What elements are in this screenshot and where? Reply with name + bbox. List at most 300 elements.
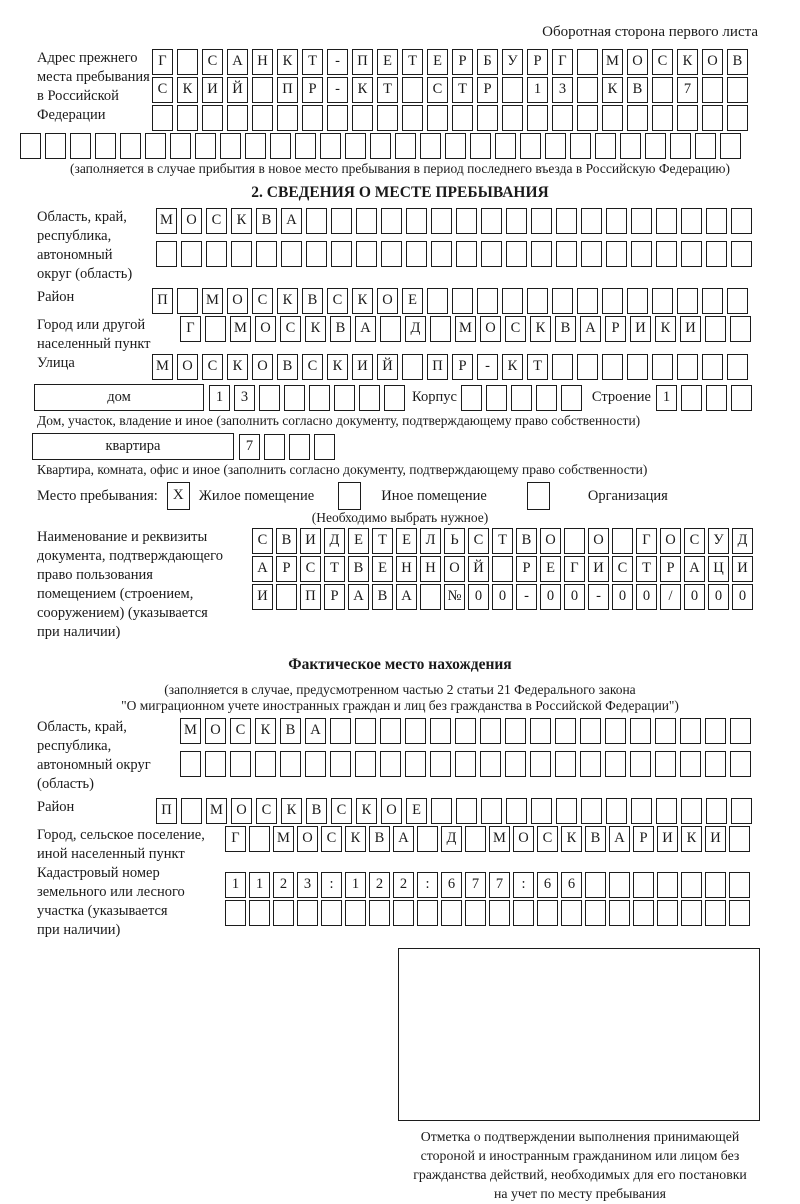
char-cell[interactable] — [330, 718, 351, 744]
char-cell[interactable]: А — [252, 556, 273, 582]
char-cell[interactable]: 2 — [273, 872, 294, 898]
char-cell[interactable]: С — [321, 826, 342, 852]
char-cell[interactable] — [681, 208, 702, 234]
char-cell[interactable] — [455, 718, 476, 744]
char-cell[interactable]: 7 — [489, 872, 510, 898]
char-cell[interactable]: О — [627, 49, 648, 75]
char-cell[interactable]: О — [480, 316, 501, 342]
char-cell[interactable] — [677, 105, 698, 131]
char-cell[interactable] — [405, 751, 426, 777]
char-cell[interactable] — [420, 133, 441, 159]
char-cell[interactable]: В — [330, 316, 351, 342]
char-cell[interactable]: К — [602, 77, 623, 103]
char-cell[interactable]: А — [305, 718, 326, 744]
char-cell[interactable]: С — [327, 288, 348, 314]
char-cell[interactable] — [630, 718, 651, 744]
premises-checkbox-residential[interactable]: X — [167, 482, 190, 510]
char-cell[interactable] — [170, 133, 191, 159]
char-cell[interactable] — [231, 241, 252, 267]
char-cell[interactable]: М — [206, 798, 227, 824]
char-cell[interactable]: Д — [441, 826, 462, 852]
char-cell[interactable] — [706, 241, 727, 267]
char-cell[interactable] — [455, 751, 476, 777]
char-cell[interactable]: - — [327, 77, 348, 103]
char-cell[interactable] — [656, 241, 677, 267]
char-cell[interactable]: Т — [492, 528, 513, 554]
char-cell[interactable] — [705, 872, 726, 898]
char-cell[interactable]: 0 — [540, 584, 561, 610]
char-cell[interactable] — [552, 354, 573, 380]
char-cell[interactable] — [605, 751, 626, 777]
char-cell[interactable] — [331, 208, 352, 234]
char-cell[interactable]: И — [300, 528, 321, 554]
char-cell[interactable] — [581, 798, 602, 824]
char-cell[interactable] — [393, 900, 414, 926]
char-cell[interactable] — [564, 528, 585, 554]
char-cell[interactable]: О — [181, 208, 202, 234]
char-cell[interactable]: К — [231, 208, 252, 234]
char-cell[interactable]: П — [300, 584, 321, 610]
char-cell[interactable] — [477, 105, 498, 131]
char-cell[interactable]: П — [152, 288, 173, 314]
char-cell[interactable]: 2 — [369, 872, 390, 898]
char-cell[interactable] — [731, 798, 752, 824]
char-cell[interactable]: 7 — [239, 434, 260, 460]
char-cell[interactable]: П — [427, 354, 448, 380]
char-cell[interactable] — [570, 133, 591, 159]
char-cell[interactable] — [561, 385, 582, 411]
char-cell[interactable] — [384, 385, 405, 411]
char-cell[interactable] — [249, 900, 270, 926]
char-cell[interactable] — [577, 77, 598, 103]
char-cell[interactable] — [314, 434, 335, 460]
char-cell[interactable]: О — [177, 354, 198, 380]
char-cell[interactable]: С — [206, 208, 227, 234]
char-cell[interactable]: Г — [180, 316, 201, 342]
char-cell[interactable]: - — [588, 584, 609, 610]
char-cell[interactable]: О — [231, 798, 252, 824]
char-cell[interactable] — [259, 385, 280, 411]
char-cell[interactable] — [306, 241, 327, 267]
char-cell[interactable]: Р — [605, 316, 626, 342]
char-cell[interactable]: М — [455, 316, 476, 342]
char-cell[interactable]: 1 — [225, 872, 246, 898]
char-cell[interactable] — [456, 208, 477, 234]
char-cell[interactable] — [677, 354, 698, 380]
char-cell[interactable] — [681, 900, 702, 926]
char-cell[interactable] — [377, 105, 398, 131]
char-cell[interactable] — [402, 105, 423, 131]
char-cell[interactable] — [256, 241, 277, 267]
char-cell[interactable]: 7 — [465, 872, 486, 898]
char-cell[interactable]: К — [681, 826, 702, 852]
char-cell[interactable]: В — [348, 556, 369, 582]
char-cell[interactable] — [609, 872, 630, 898]
char-cell[interactable] — [506, 241, 527, 267]
char-cell[interactable]: Р — [660, 556, 681, 582]
char-cell[interactable] — [177, 105, 198, 131]
char-cell[interactable] — [480, 751, 501, 777]
char-cell[interactable] — [631, 798, 652, 824]
char-cell[interactable]: Р — [302, 77, 323, 103]
char-cell[interactable] — [156, 241, 177, 267]
char-cell[interactable]: Т — [527, 354, 548, 380]
char-cell[interactable]: 1 — [249, 872, 270, 898]
char-cell[interactable] — [355, 751, 376, 777]
char-cell[interactable]: - — [516, 584, 537, 610]
char-cell[interactable]: Д — [405, 316, 426, 342]
char-cell[interactable] — [680, 718, 701, 744]
char-cell[interactable]: Л — [420, 528, 441, 554]
char-cell[interactable] — [612, 528, 633, 554]
char-cell[interactable] — [402, 354, 423, 380]
char-cell[interactable] — [356, 208, 377, 234]
char-cell[interactable] — [531, 241, 552, 267]
char-cell[interactable] — [657, 872, 678, 898]
char-cell[interactable] — [681, 798, 702, 824]
char-cell[interactable]: 3 — [297, 872, 318, 898]
char-cell[interactable]: Н — [396, 556, 417, 582]
char-cell[interactable]: И — [352, 354, 373, 380]
char-cell[interactable]: 0 — [732, 584, 753, 610]
char-cell[interactable]: И — [588, 556, 609, 582]
char-cell[interactable]: О — [588, 528, 609, 554]
char-cell[interactable]: Е — [377, 49, 398, 75]
char-cell[interactable] — [706, 385, 727, 411]
char-cell[interactable] — [731, 241, 752, 267]
char-cell[interactable]: О — [227, 288, 248, 314]
char-cell[interactable]: С — [505, 316, 526, 342]
char-cell[interactable]: 2 — [393, 872, 414, 898]
char-cell[interactable] — [470, 133, 491, 159]
char-cell[interactable]: А — [355, 316, 376, 342]
char-cell[interactable]: О — [540, 528, 561, 554]
char-cell[interactable]: О — [444, 556, 465, 582]
char-cell[interactable]: Й — [468, 556, 489, 582]
char-cell[interactable] — [45, 133, 66, 159]
char-cell[interactable] — [456, 241, 477, 267]
char-cell[interactable]: И — [680, 316, 701, 342]
char-cell[interactable] — [345, 133, 366, 159]
char-cell[interactable]: И — [202, 77, 223, 103]
char-cell[interactable] — [381, 241, 402, 267]
char-cell[interactable] — [720, 133, 741, 159]
char-cell[interactable] — [252, 105, 273, 131]
char-cell[interactable] — [536, 385, 557, 411]
char-cell[interactable]: 7 — [677, 77, 698, 103]
char-cell[interactable] — [380, 751, 401, 777]
char-cell[interactable] — [321, 900, 342, 926]
char-cell[interactable]: М — [202, 288, 223, 314]
char-cell[interactable]: К — [305, 316, 326, 342]
char-cell[interactable]: Р — [276, 556, 297, 582]
char-cell[interactable]: У — [502, 49, 523, 75]
char-cell[interactable] — [181, 241, 202, 267]
char-cell[interactable]: М — [180, 718, 201, 744]
char-cell[interactable]: 3 — [234, 385, 255, 411]
char-cell[interactable]: В — [277, 354, 298, 380]
char-cell[interactable] — [345, 900, 366, 926]
char-cell[interactable] — [656, 798, 677, 824]
char-cell[interactable]: К — [677, 49, 698, 75]
char-cell[interactable]: Т — [452, 77, 473, 103]
char-cell[interactable]: - — [327, 49, 348, 75]
char-cell[interactable] — [705, 751, 726, 777]
char-cell[interactable] — [730, 751, 751, 777]
char-cell[interactable]: О — [377, 288, 398, 314]
char-cell[interactable]: И — [732, 556, 753, 582]
char-cell[interactable] — [281, 241, 302, 267]
char-cell[interactable]: У — [708, 528, 729, 554]
char-cell[interactable] — [531, 208, 552, 234]
char-cell[interactable] — [657, 900, 678, 926]
char-cell[interactable]: Е — [540, 556, 561, 582]
char-cell[interactable] — [627, 354, 648, 380]
char-cell[interactable] — [381, 208, 402, 234]
char-cell[interactable] — [506, 798, 527, 824]
char-cell[interactable]: 1 — [527, 77, 548, 103]
char-cell[interactable]: С — [427, 77, 448, 103]
char-cell[interactable]: Й — [377, 354, 398, 380]
char-cell[interactable] — [220, 133, 241, 159]
char-cell[interactable]: К — [281, 798, 302, 824]
char-cell[interactable] — [552, 105, 573, 131]
char-cell[interactable]: Е — [348, 528, 369, 554]
char-cell[interactable]: А — [580, 316, 601, 342]
char-cell[interactable] — [486, 385, 507, 411]
char-cell[interactable]: 1 — [656, 385, 677, 411]
char-cell[interactable] — [652, 77, 673, 103]
char-cell[interactable] — [727, 77, 748, 103]
char-cell[interactable] — [297, 900, 318, 926]
char-cell[interactable] — [577, 288, 598, 314]
char-cell[interactable] — [306, 208, 327, 234]
char-cell[interactable] — [430, 316, 451, 342]
char-cell[interactable] — [380, 718, 401, 744]
char-cell[interactable] — [255, 751, 276, 777]
char-cell[interactable] — [406, 241, 427, 267]
char-cell[interactable] — [620, 133, 641, 159]
char-cell[interactable]: К — [502, 354, 523, 380]
char-cell[interactable] — [706, 798, 727, 824]
char-cell[interactable]: К — [356, 798, 377, 824]
char-cell[interactable]: Ь — [444, 528, 465, 554]
char-cell[interactable] — [456, 798, 477, 824]
char-cell[interactable]: Р — [452, 354, 473, 380]
char-cell[interactable]: 3 — [552, 77, 573, 103]
char-cell[interactable] — [727, 354, 748, 380]
char-cell[interactable]: 6 — [537, 872, 558, 898]
char-cell[interactable] — [477, 288, 498, 314]
char-cell[interactable]: Б — [477, 49, 498, 75]
char-cell[interactable] — [502, 105, 523, 131]
char-cell[interactable] — [492, 556, 513, 582]
char-cell[interactable] — [580, 751, 601, 777]
char-cell[interactable] — [511, 385, 532, 411]
char-cell[interactable] — [276, 584, 297, 610]
char-cell[interactable]: О — [205, 718, 226, 744]
char-cell[interactable] — [205, 316, 226, 342]
char-cell[interactable] — [461, 385, 482, 411]
char-cell[interactable]: Р — [452, 49, 473, 75]
char-cell[interactable]: О — [252, 354, 273, 380]
char-cell[interactable]: 0 — [708, 584, 729, 610]
char-cell[interactable] — [206, 241, 227, 267]
char-cell[interactable] — [273, 900, 294, 926]
char-cell[interactable] — [177, 288, 198, 314]
char-cell[interactable] — [502, 77, 523, 103]
char-cell[interactable] — [359, 385, 380, 411]
char-cell[interactable]: Т — [402, 49, 423, 75]
char-cell[interactable] — [537, 900, 558, 926]
char-cell[interactable]: П — [156, 798, 177, 824]
char-cell[interactable] — [556, 208, 577, 234]
char-cell[interactable]: Г — [552, 49, 573, 75]
char-cell[interactable]: 0 — [492, 584, 513, 610]
char-cell[interactable]: В — [516, 528, 537, 554]
char-cell[interactable] — [95, 133, 116, 159]
char-cell[interactable]: 1 — [209, 385, 230, 411]
char-cell[interactable] — [406, 208, 427, 234]
char-cell[interactable] — [270, 133, 291, 159]
char-cell[interactable] — [227, 105, 248, 131]
char-cell[interactable] — [656, 208, 677, 234]
char-cell[interactable]: С — [468, 528, 489, 554]
char-cell[interactable]: С — [331, 798, 352, 824]
char-cell[interactable]: К — [227, 354, 248, 380]
char-cell[interactable] — [706, 208, 727, 234]
char-cell[interactable] — [627, 288, 648, 314]
char-cell[interactable] — [356, 241, 377, 267]
char-cell[interactable]: К — [277, 49, 298, 75]
char-cell[interactable]: Т — [324, 556, 345, 582]
char-cell[interactable] — [681, 385, 702, 411]
char-cell[interactable]: А — [684, 556, 705, 582]
char-cell[interactable] — [552, 288, 573, 314]
char-cell[interactable]: 0 — [468, 584, 489, 610]
char-cell[interactable]: А — [348, 584, 369, 610]
char-cell[interactable]: К — [177, 77, 198, 103]
char-cell[interactable] — [530, 751, 551, 777]
char-cell[interactable] — [284, 385, 305, 411]
char-cell[interactable]: Е — [406, 798, 427, 824]
char-cell[interactable]: Г — [564, 556, 585, 582]
char-cell[interactable] — [405, 718, 426, 744]
char-cell[interactable]: С — [537, 826, 558, 852]
char-cell[interactable]: О — [297, 826, 318, 852]
char-cell[interactable] — [202, 105, 223, 131]
char-cell[interactable]: С — [302, 354, 323, 380]
char-cell[interactable] — [506, 208, 527, 234]
char-cell[interactable] — [670, 133, 691, 159]
char-cell[interactable] — [505, 751, 526, 777]
char-cell[interactable] — [20, 133, 41, 159]
char-cell[interactable] — [352, 105, 373, 131]
premises-checkbox-other[interactable] — [338, 482, 361, 510]
char-cell[interactable] — [513, 900, 534, 926]
char-cell[interactable]: Г — [152, 49, 173, 75]
char-cell[interactable]: Т — [372, 528, 393, 554]
char-cell[interactable]: Г — [225, 826, 246, 852]
char-cell[interactable]: : — [321, 872, 342, 898]
char-cell[interactable] — [731, 208, 752, 234]
char-cell[interactable] — [331, 241, 352, 267]
char-cell[interactable]: С — [252, 288, 273, 314]
char-cell[interactable] — [277, 105, 298, 131]
char-cell[interactable] — [431, 241, 452, 267]
char-cell[interactable] — [652, 288, 673, 314]
char-cell[interactable]: П — [352, 49, 373, 75]
char-cell[interactable]: 0 — [636, 584, 657, 610]
char-cell[interactable] — [420, 584, 441, 610]
char-cell[interactable] — [730, 316, 751, 342]
char-cell[interactable] — [152, 105, 173, 131]
char-cell[interactable]: В — [306, 798, 327, 824]
char-cell[interactable] — [633, 872, 654, 898]
char-cell[interactable]: М — [489, 826, 510, 852]
char-cell[interactable] — [230, 751, 251, 777]
char-cell[interactable] — [431, 798, 452, 824]
char-cell[interactable]: К — [327, 354, 348, 380]
char-cell[interactable]: Д — [324, 528, 345, 554]
char-cell[interactable] — [531, 798, 552, 824]
char-cell[interactable]: А — [609, 826, 630, 852]
char-cell[interactable]: Т — [636, 556, 657, 582]
char-cell[interactable]: А — [396, 584, 417, 610]
char-cell[interactable] — [452, 288, 473, 314]
char-cell[interactable] — [705, 718, 726, 744]
char-cell[interactable] — [602, 288, 623, 314]
char-cell[interactable] — [489, 900, 510, 926]
char-cell[interactable] — [727, 288, 748, 314]
char-cell[interactable]: А — [281, 208, 302, 234]
char-cell[interactable] — [480, 718, 501, 744]
char-cell[interactable]: 6 — [561, 872, 582, 898]
char-cell[interactable]: С — [612, 556, 633, 582]
char-cell[interactable]: С — [152, 77, 173, 103]
char-cell[interactable]: Е — [372, 556, 393, 582]
char-cell[interactable] — [431, 208, 452, 234]
char-cell[interactable] — [630, 751, 651, 777]
char-cell[interactable] — [652, 354, 673, 380]
char-cell[interactable] — [581, 241, 602, 267]
char-cell[interactable] — [289, 434, 310, 460]
char-cell[interactable] — [556, 798, 577, 824]
char-cell[interactable]: С — [252, 528, 273, 554]
char-cell[interactable] — [225, 900, 246, 926]
char-cell[interactable] — [527, 288, 548, 314]
char-cell[interactable] — [556, 241, 577, 267]
char-cell[interactable]: Р — [527, 49, 548, 75]
char-cell[interactable] — [729, 900, 750, 926]
char-cell[interactable] — [730, 718, 751, 744]
char-cell[interactable] — [577, 105, 598, 131]
char-cell[interactable]: В — [585, 826, 606, 852]
char-cell[interactable]: : — [513, 872, 534, 898]
char-cell[interactable] — [530, 718, 551, 744]
char-cell[interactable]: Й — [227, 77, 248, 103]
char-cell[interactable]: К — [255, 718, 276, 744]
char-cell[interactable] — [441, 900, 462, 926]
char-cell[interactable]: С — [300, 556, 321, 582]
char-cell[interactable]: О — [381, 798, 402, 824]
char-cell[interactable] — [627, 105, 648, 131]
char-cell[interactable]: С — [280, 316, 301, 342]
char-cell[interactable] — [652, 105, 673, 131]
char-cell[interactable] — [702, 288, 723, 314]
char-cell[interactable] — [606, 798, 627, 824]
char-cell[interactable]: А — [393, 826, 414, 852]
